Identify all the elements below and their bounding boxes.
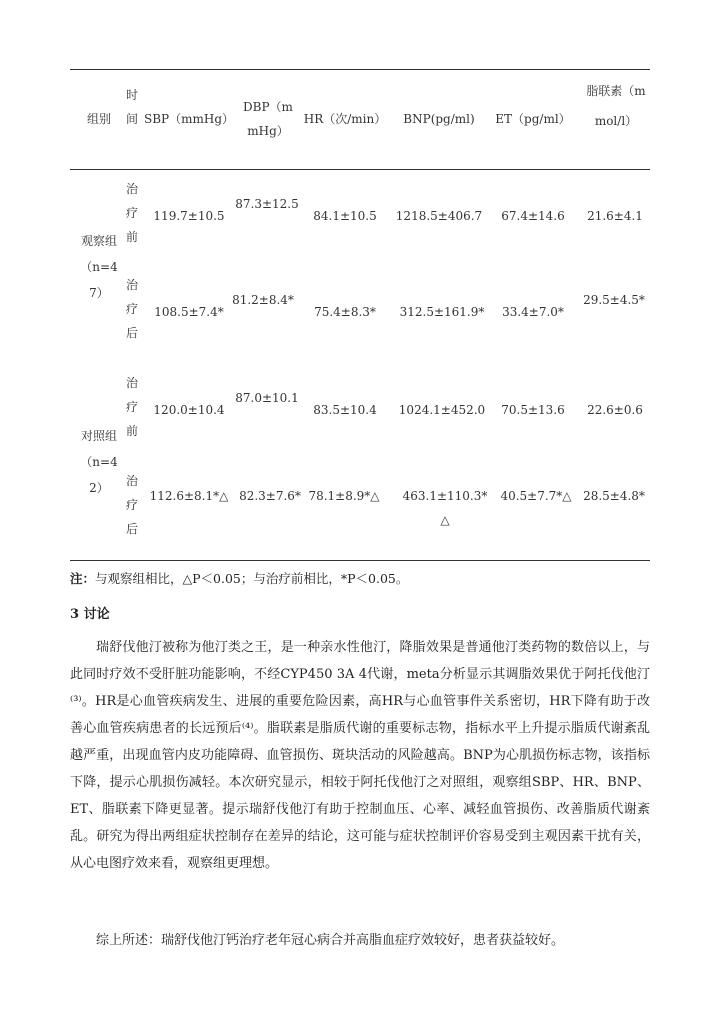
header-sbp: SBP（mmHg）: [143, 112, 235, 126]
paragraph: 综上所述：瑞舒伐他汀钙治疗老年冠心病合并高脂血症疗效较好，患者获益较好。: [96, 933, 565, 948]
table-cell: 81.2±8.4*: [232, 293, 294, 307]
header-time: 时间: [125, 88, 138, 126]
table-cell: 33.4±7.0*: [502, 305, 564, 319]
table-cell: 70.5±13.6: [501, 403, 565, 417]
table-cell: 75.4±8.3*: [314, 305, 376, 319]
table-bottom-rule: [70, 560, 650, 561]
table-cell: 67.4±14.6: [501, 209, 565, 223]
header-et: ET（pg/ml）: [495, 112, 571, 126]
table-cell: 28.5±4.8*: [583, 489, 645, 503]
header-dbp: DBP（mmHg）: [243, 100, 293, 138]
header-bnp: BNP(pg/ml): [403, 112, 475, 126]
table-note: [70, 569, 408, 589]
table-cell: 29.5±4.5*: [583, 293, 645, 307]
table-cell: 312.5±161.9*: [399, 305, 485, 319]
table-cell: 463.1±110.3*△: [402, 489, 488, 527]
section-heading: 3 讨论: [70, 607, 110, 622]
table-cell: 87.3±12.5: [235, 197, 299, 211]
table-row: 治疗后: [125, 278, 138, 340]
paragraph: 瑞舒伐他汀被称为他汀类之王，是一种亲水性他汀，降脂效果是普通他汀类药物的数倍以上，与此同时疗效不受肝脏功能影响，不经CYP450 3A 4代谢，meta分析显示其调脂效果优于阿托伐他汀⁽³⁾。HR是心血管疾病发生、进展的重要危险因素，高HR与心血管事件关系密切，HR下降有助于改善心血管疾病患者的长远预后⁽⁴⁾。脂联素是脂质代谢的重要标志物，指标水平上升提示脂质代谢紊乱越严重，出现血管内皮功能障碍、血管损伤、斑块活动的风险越高。BNP为心肌损伤标志物，该指标下降，提示心肌损伤减轻。本次研究显示，相较于阿托伐他汀之对照组，观察组SBP、HR、BNP、ET、脂联素下降更显著。提示瑞舒伐他汀有助于控制血压、心率、减轻血管损伤、改善脂质代谢紊乱。研究为得出两组症状控制存在差异的结论，这可能与症状控制评价容易受到主观因素干扰有关，从心电图疗效来看，观察组更理想。: [70, 640, 650, 871]
table-cell: 108.5±7.4*: [154, 305, 224, 319]
group-label-observation: 观察组（n=47）: [80, 234, 118, 300]
table-note-text: 与观察组相比，△P＜0.05；与治疗前相比，*P＜0.05。: [95, 571, 409, 586]
header-group: 组别: [86, 112, 111, 126]
table-row: 治疗前: [125, 182, 138, 244]
table-cell: 87.0±10.1: [235, 391, 299, 405]
table-cell: 83.5±10.4: [313, 403, 377, 417]
table-note-label: 注：: [70, 571, 96, 586]
group-label-control: 对照组（n=42）: [80, 429, 118, 495]
table-row: 治疗后: [125, 474, 138, 536]
table-top-rule: [70, 69, 650, 70]
table-cell: 78.1±8.9*△: [308, 489, 380, 503]
table-cell: 82.3±7.6*: [239, 489, 301, 503]
table-cell: 112.6±8.1*△: [149, 489, 229, 503]
table-row: 治疗前: [125, 376, 138, 438]
table-cell: 40.5±7.7*△: [500, 489, 572, 503]
table-cell: 21.6±4.1: [587, 209, 643, 223]
header-adiponectin: 脂联素（mmol/l）: [586, 84, 646, 128]
table-cell: 1218.5±406.7: [395, 209, 483, 223]
table-cell: 84.1±10.5: [313, 209, 377, 223]
table-header-rule: [70, 169, 650, 170]
table-cell: 1024.1±452.0: [398, 403, 486, 417]
table-cell: 119.7±10.5: [153, 209, 225, 223]
header-hr: HR（次/min）: [303, 112, 387, 126]
table-cell: 120.0±10.4: [153, 403, 225, 417]
table-cell: 22.6±0.6: [587, 403, 643, 417]
